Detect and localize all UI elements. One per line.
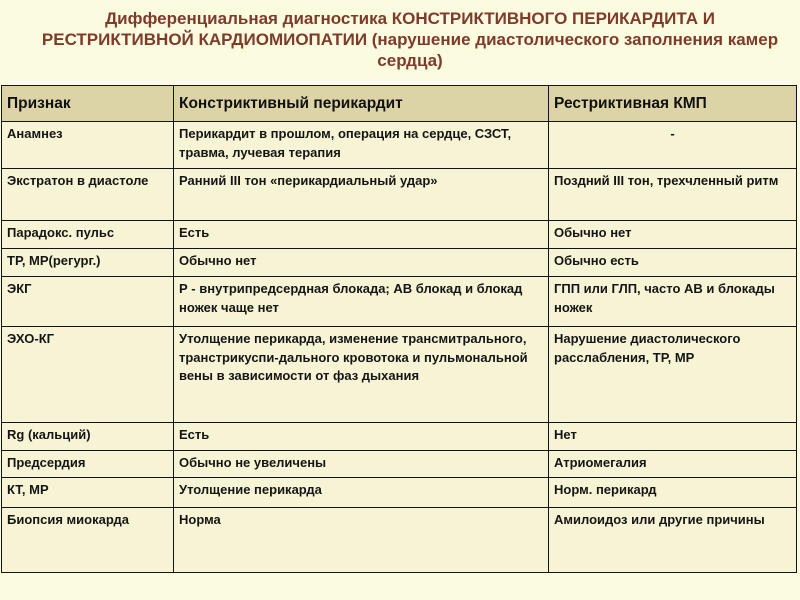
column-header-constrictive-pericarditis: Констриктивный перикардит	[174, 86, 549, 122]
feature-cell: ТР, МР(регург.)	[2, 249, 174, 277]
table-row	[2, 423, 797, 451]
restrictive-cell: Нарушение диастолического расслабления, ТР, МР	[549, 327, 797, 423]
feature-cell: ЭХО-КГ	[2, 327, 174, 423]
table-header-row	[2, 86, 797, 122]
feature-cell: ЭКГ	[2, 277, 174, 327]
feature-cell: Анамнез	[2, 122, 174, 169]
constrictive-cell: Есть	[174, 221, 549, 249]
diagnosis-table	[1, 85, 797, 573]
restrictive-cell: Поздний III тон, трехчленный ритм	[549, 169, 797, 221]
restrictive-cell: Обычно есть	[549, 249, 797, 277]
restrictive-cell: ГПП или ГЛП, часто АВ и блокады ножек	[549, 277, 797, 327]
table-row	[2, 327, 797, 423]
feature-cell: КТ, МР	[2, 478, 174, 508]
column-header-restrictive-cardiomyopathy: Рестриктивная КМП	[549, 86, 797, 122]
column-header-feature: Признак	[2, 86, 174, 122]
slide-title: Дифференциальная диагностика КОНСТРИКТИВНОГО ПЕРИКАРДИТА И РЕСТРИКТИВНОЙ КАРДИОМИОПАТИИ (нарушение диастолического заполнения камер сердца)	[41, 9, 779, 70]
constrictive-cell: Утолщение перикарда, изменение трансмитрального, транстрикуспи-дального кровотока и пульмональной вены в зависимости от фаз дыхания	[174, 327, 549, 423]
constrictive-cell: Ранний III тон «перикардиальный удар»	[174, 169, 549, 221]
table-row	[2, 122, 797, 169]
constrictive-cell: Утолщение перикарда	[174, 478, 549, 508]
restrictive-cell: Норм. перикард	[549, 478, 797, 508]
table-row	[2, 508, 797, 573]
feature-cell: Rg (кальций)	[2, 423, 174, 451]
constrictive-cell: Обычно нет	[174, 249, 549, 277]
table-row	[2, 169, 797, 221]
restrictive-cell: Атриомегалия	[549, 451, 797, 478]
constrictive-cell: Обычно не увеличены	[174, 451, 549, 478]
constrictive-cell: Норма	[174, 508, 549, 573]
feature-cell: Парадокс. пульс	[2, 221, 174, 249]
restrictive-cell: Обычно нет	[549, 221, 797, 249]
restrictive-cell: Амилоидоз или другие причины	[549, 508, 797, 573]
table-row	[2, 249, 797, 277]
table-row	[2, 451, 797, 478]
feature-cell: Предсердия	[2, 451, 174, 478]
feature-cell: Экстратон в диастоле	[2, 169, 174, 221]
constrictive-cell: Р - внутрипредсердная блокада; АВ блокад и блокад ножек чаще нет	[174, 277, 549, 327]
table-row	[2, 277, 797, 327]
table-row	[2, 478, 797, 508]
feature-cell: Биопсия миокарда	[2, 508, 174, 573]
restrictive-cell: -	[549, 122, 797, 169]
constrictive-cell: Есть	[174, 423, 549, 451]
table-row	[2, 221, 797, 249]
diagnosis-table-container	[1, 85, 796, 573]
constrictive-cell: Перикардит в прошлом, операция на сердце, СЗСТ, травма, лучевая терапия	[174, 122, 549, 169]
restrictive-cell: Нет	[549, 423, 797, 451]
